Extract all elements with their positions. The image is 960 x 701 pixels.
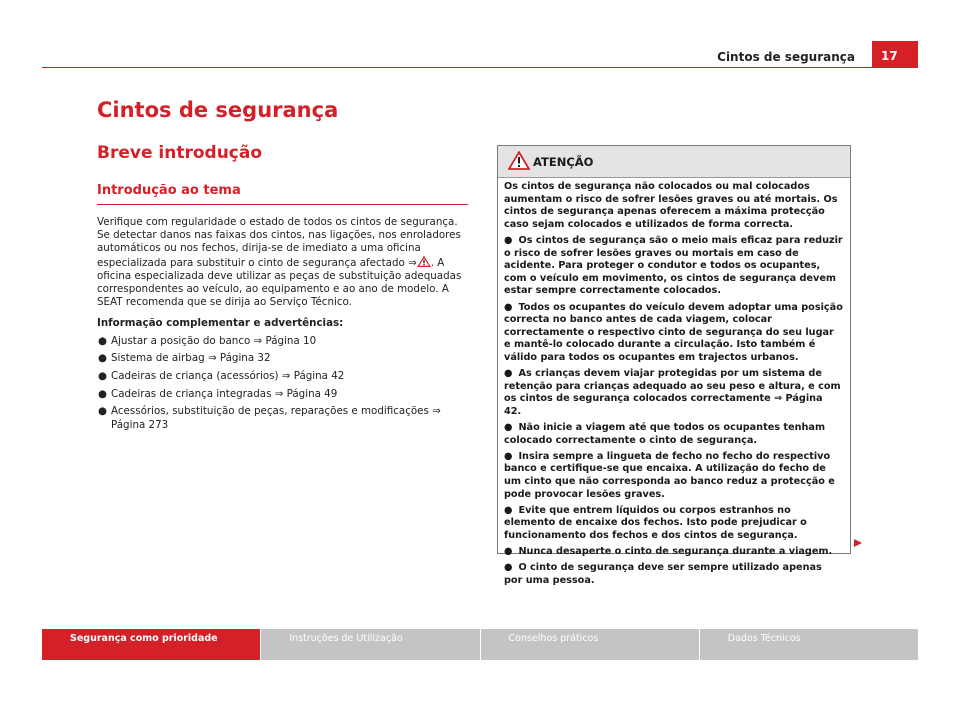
list-item[interactable]: [97, 335, 471, 348]
warning-item: [504, 422, 843, 447]
warning-item-text: Evite que entrem líquidos ou corpos estranhos no elemento de encaixe dos fechos. Isto pode prejudicar o funcionamento dos fechos e dos cintos de segurança.: [504, 504, 807, 541]
footer-navigation: [42, 629, 918, 660]
warning-item-text: Nunca desaperte o cinto de segurança durante a viagem.: [518, 546, 833, 558]
bullet-icon: ●: [98, 370, 107, 383]
warning-title: ATENÇÃO: [533, 155, 594, 169]
warning-intro: Os cintos de segurança não colocados ou mal colocados aumentam o risco de sofrer lesões graves ou até mortais. Os cintos de segurança apenas oferecem a máxima protecção caso sejam colocados e utilizados de forma correcta.: [504, 181, 838, 230]
list-item[interactable]: [97, 388, 471, 401]
intro-text-before: Verifique com regularidade o estado de todos os cintos de segurança. Se detectar danos nas faixas dos cintos, nas ligações, nos enroladores automáticos ou nos fechos, dirija-se de imediato a uma oficina especializada para substituir o cinto de segurança afectado ⇒: [97, 216, 461, 269]
section-heading: Introdução ao tema: [97, 183, 241, 198]
footer-tab-conselhos[interactable]: Conselhos práticos: [481, 629, 699, 660]
header-divider: [42, 67, 918, 68]
list-item[interactable]: [97, 352, 471, 365]
warning-item-text: Todos os ocupantes do veículo devem adoptar uma posição correcta no banco antes de cada viagem, colocar correctamente o respectivo cinto de segurança do seu lugar e mantê-lo colocado durante a circulação. Isto também é válido para todos os ocupantes em trajectos urbanos.: [504, 301, 843, 363]
bullet-icon: ●: [98, 405, 107, 418]
info-heading: Informação complementar e advertências:: [97, 317, 344, 330]
list-item-text: Cadeiras de criança (acessórios) ⇒ Página 42: [111, 370, 345, 383]
bullet-icon: ●: [98, 387, 107, 400]
footer-tab-seguranca[interactable]: Segurança como prioridade: [42, 629, 260, 660]
running-header-title: Cintos de segurança: [717, 50, 855, 64]
list-item[interactable]: [97, 370, 471, 383]
list-item-text: Sistema de airbag ⇒ Página 32: [111, 352, 271, 365]
warning-item: [504, 562, 843, 587]
warning-body: [498, 178, 850, 588]
warning-item[interactable]: [504, 368, 843, 418]
warning-triangle-icon: [508, 151, 530, 170]
bullet-icon: ●: [504, 562, 513, 574]
page-title: Cintos de segurança: [97, 98, 339, 122]
page-subtitle: Breve introdução: [97, 143, 263, 163]
warning-item: [504, 302, 843, 365]
warning-item: [504, 546, 843, 559]
footer-tab-instrucoes[interactable]: Instruções de Utilização: [261, 629, 479, 660]
bullet-icon: ●: [504, 504, 513, 516]
bullet-icon: ●: [504, 546, 513, 558]
bullet-icon: ●: [98, 352, 107, 365]
bullet-icon: ●: [504, 301, 513, 313]
warning-box: [497, 145, 851, 586]
warning-item-text: O cinto de segurança deve ser sempre utilizado apenas por uma pessoa.: [504, 562, 822, 586]
warning-item: [504, 505, 843, 543]
warning-header: [498, 146, 850, 178]
bullet-icon: ●: [504, 368, 513, 380]
page-number: 17: [872, 41, 918, 68]
list-item-text: Ajustar a posição do banco ⇒ Página 10: [111, 334, 317, 347]
list-item-text: Acessórios, substituição de peças, reparações e modificações ⇒ Página 273: [111, 405, 441, 431]
bullet-icon: ●: [504, 450, 513, 462]
section-divider: [97, 204, 468, 205]
bullet-icon: ●: [98, 334, 107, 347]
intro-column: [97, 216, 471, 436]
warning-item-text: Insira sempre a lingueta de fecho no fecho do respectivo banco e certifique-se que encaixa. A utilização do fecho de um cinto que não corresponda ao banco reduz a protecção e pode provocar lesões graves.: [504, 450, 835, 500]
list-item-text: Cadeiras de criança integradas ⇒ Página 49: [111, 387, 338, 400]
warning-item-text: Não inicie a viagem até que todos os ocupantes tenham colocado correctamente o cinto de segurança.: [504, 422, 826, 446]
warning-item: [504, 451, 843, 501]
warning-item: [504, 235, 843, 298]
warning-item-text: As crianças devem viajar protegidas por um sistema de retenção para crianças adequado ao seu peso e altura, e com os cintos de segurança colocados correctamente ⇒ Página 42.: [504, 368, 841, 417]
warning-triangle-icon[interactable]: [417, 256, 431, 267]
intro-text-after: . A oficina especializada deve utilizar as peças de substituição adequadas correspondentes ao veículo, ao equipamento e ao ano de modelo. A SEAT recomenda que se dirija ao Serviço Técnico.: [97, 256, 462, 309]
bullet-icon: ●: [504, 422, 513, 434]
warning-item-text: Os cintos de segurança são o meio mais eficaz para reduzir o risco de sofrer lesões graves ou mortais em caso de acidente. Para proteger o condutor e todos os ocupantes, com o veículo em movimento, os cintos de segurança devem estar sempre correctamente colocados.: [504, 234, 843, 297]
intro-paragraph: [97, 216, 471, 309]
bullet-icon: ●: [504, 234, 513, 246]
footer-tab-dados[interactable]: Dados Técnicos: [700, 629, 918, 660]
info-list: [97, 335, 471, 432]
list-item[interactable]: [97, 405, 471, 431]
continue-arrow-icon[interactable]: [853, 538, 863, 548]
